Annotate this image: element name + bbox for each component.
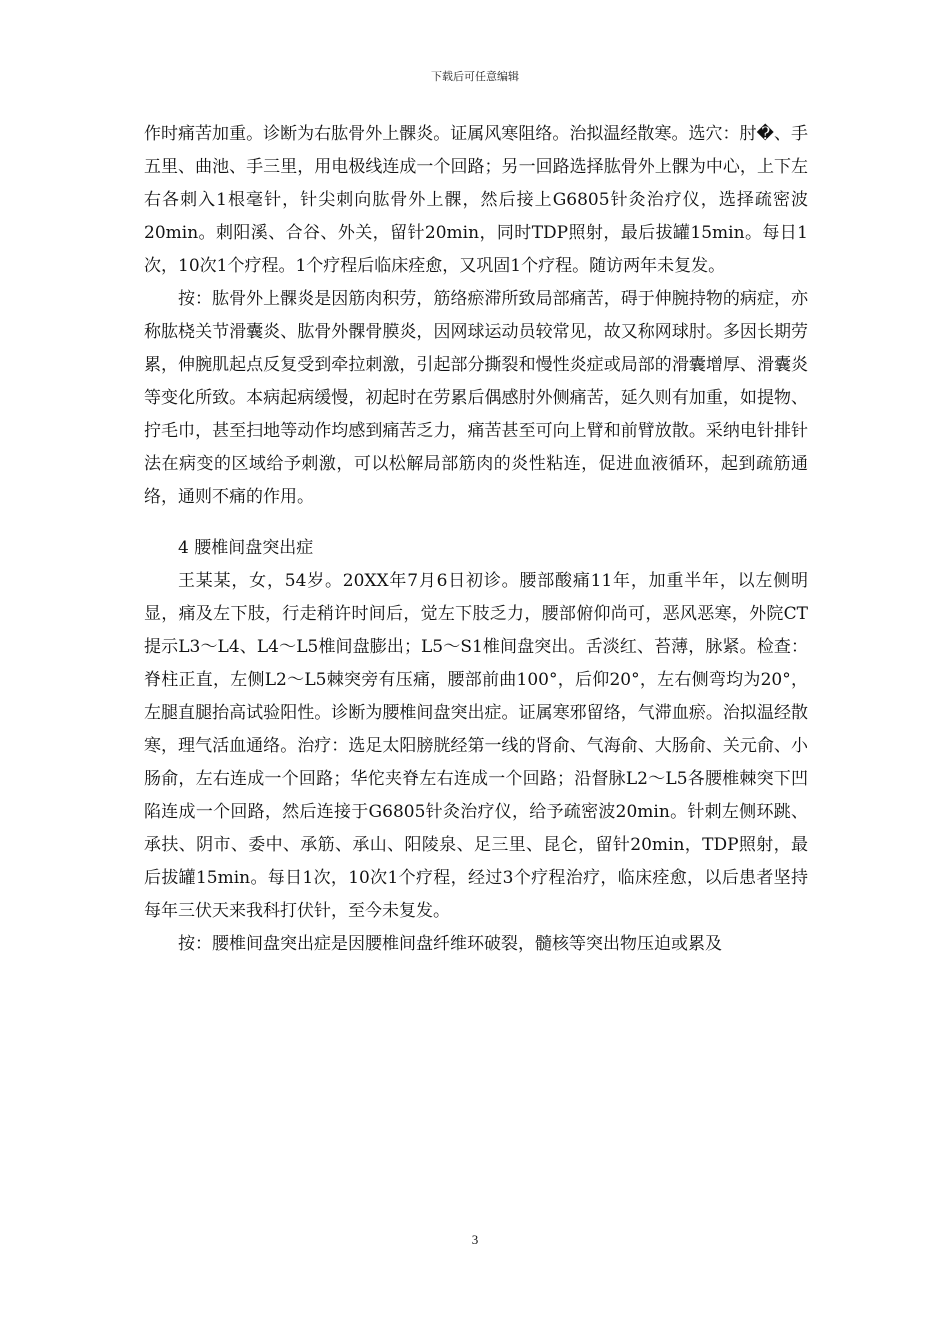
paragraph-case-continuation: 作时痛苦加重。诊断为右肱骨外上髁炎。证属风寒阻络。治拟温经散寒。选穴：肘�、手五里、曲池、手三里，用电极线连成一个回路；另一回路选择肱骨外上髁为中心，上下左右各刺入1根毫针，针尖刺向肱骨外上髁，然后接上G6805针灸治疗仪，选择疏密波20min。刺阳溪、合谷、外关，留针20min，同时TDP照射，最后拔罐15min。每日1次，10次1个疗程。1个疗程后临床痊愈，又巩固1个疗程。随访两年未复发。 xyxy=(144,124,808,276)
document-body xyxy=(144,118,808,961)
paragraph-case-lumbar: 王某某，女，54岁。20XX年7月6日初诊。腰部酸痛11年，加重半年，以左侧明显，痛及左下肢，行走稍许时间后，觉左下肢乏力，腰部俯仰尚可，恶风恶寒，外院CT提示L3～L4、L4～L5椎间盘膨出；L5～S1椎间盘突出。舌淡红、苔薄，脉紧。检查：脊柱正直，左侧L2～L5棘突旁有压痛，腰部前曲100°，后仰20°，左右侧弯均为20°，左腿直腿抬高试验阳性。诊断为腰椎间盘突出症。证属寒邪留络，气滞血瘀。治拟温经散寒，理气活血通络。治疗：选足太阳膀胱经第一线的肾俞、气海俞、大肠俞、关元俞、小肠俞，左右连成一个回路；华佗夹脊左右连成一个回路；沿督脉L2～L5各腰椎棘突下凹陷连成一个回路，然后连接于G6805针灸治疗仪，给予疏密波20min。针刺左侧环跳、承扶、阴市、委中、承筋、承山、阳陵泉、足三里、昆仑，留针20min，TDP照射，最后拔罐15min。每日1次，10次1个疗程，经过3个疗程治疗，临床痊愈，以后患者坚持每年三伏天来我科打伏针，至今未复发。 xyxy=(144,571,808,921)
page-header: 下载后可任意编辑 xyxy=(431,70,519,83)
page-number: 3 xyxy=(471,1232,479,1247)
paragraph-commentary-lumbar: 按：腰椎间盘突出症是因腰椎间盘纤维环破裂，髓核等突出物压迫或累及 xyxy=(178,934,722,954)
section-heading: 4 腰椎间盘突出症 xyxy=(178,538,314,558)
paragraph-commentary-tennis-elbow: 按：肱骨外上髁炎是因筋肉积劳，筋络瘀滞所致局部痛苦，碍于伸腕持物的病症，亦称肱桡关节滑囊炎、肱骨外髁骨膜炎，因网球运动员较常见，故又称网球肘。多因长期劳累，伸腕肌起点反复受到牵拉刺激，引起部分撕裂和慢性炎症或局部的滑囊增厚、滑囊炎等变化所致。本病起病缓慢，初起时在劳累后偶感肘外侧痛苦，延久则有加重，如提物、拧毛巾，甚至扫地等动作均感到痛苦乏力，痛苦甚至可向上臂和前臂放散。采纳电针排针法在病变的区域给予刺激，可以松解局部筋肉的炎性粘连，促进血液循环，起到疏筋通络，通则不痛的作用。 xyxy=(144,289,808,507)
